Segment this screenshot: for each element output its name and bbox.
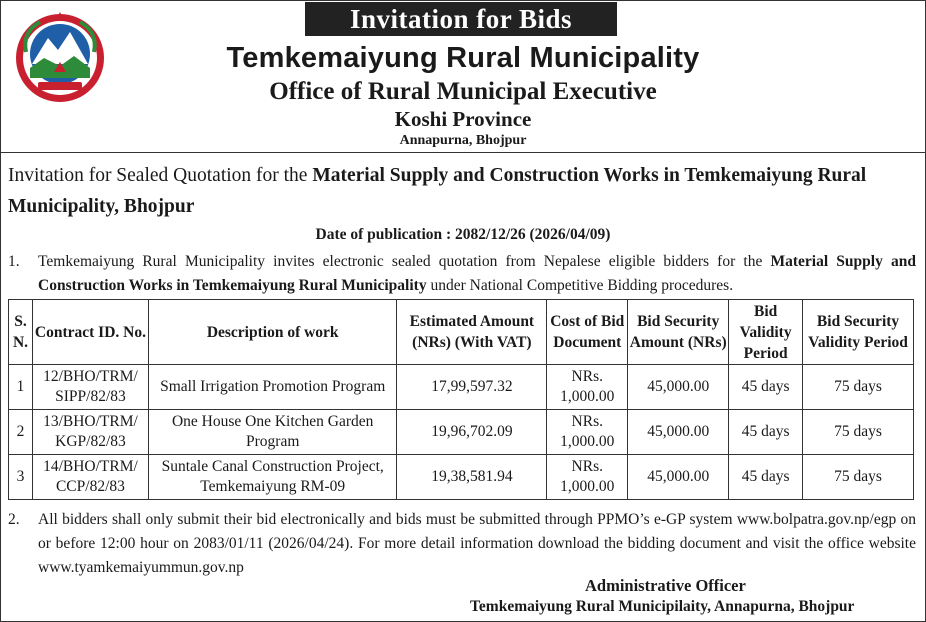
description-cell: Suntale Canal Construction Project, Temkemaiyung RM-09 <box>148 455 397 500</box>
contract-id-cell: 13/BHO/TRM/ KGP/82/83 <box>32 410 148 455</box>
clause-text-bold: Material Supply and Construction Works in Temkemaiyung Rural Municipality <box>38 253 916 294</box>
description-cell: One House One Kitchen Garden Program <box>148 410 397 455</box>
clause-number: 2. <box>8 511 20 528</box>
table-row <box>9 365 914 410</box>
invitation-heading <box>8 160 918 222</box>
header-divider <box>0 152 926 153</box>
security-validity-cell: 75 days <box>803 410 914 455</box>
sn-cell: 1 <box>9 365 33 410</box>
banner-title: Invitation for Bids <box>305 2 617 36</box>
bid-document-cost-cell: NRs. 1,000.00 <box>547 365 628 410</box>
invitation-prefix: Invitation for Sealed Quotation for the <box>8 165 313 186</box>
clause-number: 1. <box>8 253 20 270</box>
sn-cell: 2 <box>9 410 33 455</box>
column-header: Bid Validity Period <box>729 300 803 365</box>
bid-validity-cell: 45 days <box>729 455 803 500</box>
table-header-row <box>9 300 914 365</box>
column-header: Estimated Amount (NRs) (With VAT) <box>397 300 547 365</box>
office-name: Office of Rural Municipal Executive <box>269 78 657 105</box>
clause-text: under National Competitive Bidding procedures. <box>426 277 734 294</box>
bid-document-cost-cell: NRs. 1,000.00 <box>547 455 628 500</box>
sn-cell: 3 <box>9 455 33 500</box>
clause-text: All bidders shall only submit their bid electronically and bids must be submitted through PPMO’s e-GP system www.bolpatra.gov.np/egp on or before 12:00 hour on 2083/01/11 (2026/04/24). For more detail information download the bidding document and visit the office website www.tyamkemaiyummun.gov.np <box>38 511 916 576</box>
estimated-amount-cell: 19,38,581.94 <box>397 455 547 500</box>
estimated-amount-cell: 17,99,597.32 <box>397 365 547 410</box>
bid-security-cell: 45,000.00 <box>628 410 729 455</box>
municipality-name: Temkemaiyung Rural Municipality <box>226 42 700 74</box>
estimated-amount-cell: 19,96,702.09 <box>397 410 547 455</box>
bid-document-cost-cell: NRs. 1,000.00 <box>547 410 628 455</box>
signatory-organization: Temkemaiyung Rural Municipilaity, Annapurna, Bhojpur <box>470 598 855 615</box>
province-name: Koshi Province <box>394 107 532 131</box>
clause-1 <box>8 250 916 298</box>
bid-security-cell: 45,000.00 <box>628 455 729 500</box>
signatory-title: Administrative Officer <box>585 576 746 595</box>
office-address: Annapurna, Bhojpur <box>399 133 527 148</box>
column-header: Description of work <box>148 300 397 365</box>
clause-text: Temkemaiyung Rural Municipality invites electronic sealed quotation from Nepalese eligible bidders for the <box>38 253 771 270</box>
clause-2 <box>8 508 916 580</box>
column-header: Bid Security Amount (NRs) <box>628 300 729 365</box>
publication-date: Date of publication : 2082/12/26 (2026/04/09) <box>315 226 611 243</box>
contract-id-cell: 14/BHO/TRM/ CCP/82/83 <box>32 455 148 500</box>
description-cell: Small Irrigation Promotion Program <box>148 365 397 410</box>
contracts-table <box>8 299 914 500</box>
column-header: Bid Security Validity Period <box>803 300 914 365</box>
contract-id-cell: 12/BHO/TRM/ SIPP/82/83 <box>32 365 148 410</box>
table-row <box>9 455 914 500</box>
bid-security-cell: 45,000.00 <box>628 365 729 410</box>
security-validity-cell: 75 days <box>803 455 914 500</box>
bid-validity-cell: 45 days <box>729 410 803 455</box>
invitation-subject: Material Supply and Construction Works in Temkemaiyung Rural Municipality, Bhojpur <box>8 165 867 217</box>
column-header: Contract ID. No. <box>32 300 148 365</box>
table-row <box>9 410 914 455</box>
bid-validity-cell: 45 days <box>729 365 803 410</box>
security-validity-cell: 75 days <box>803 365 914 410</box>
column-header: S. N. <box>9 300 33 365</box>
column-header: Cost of Bid Document <box>547 300 628 365</box>
